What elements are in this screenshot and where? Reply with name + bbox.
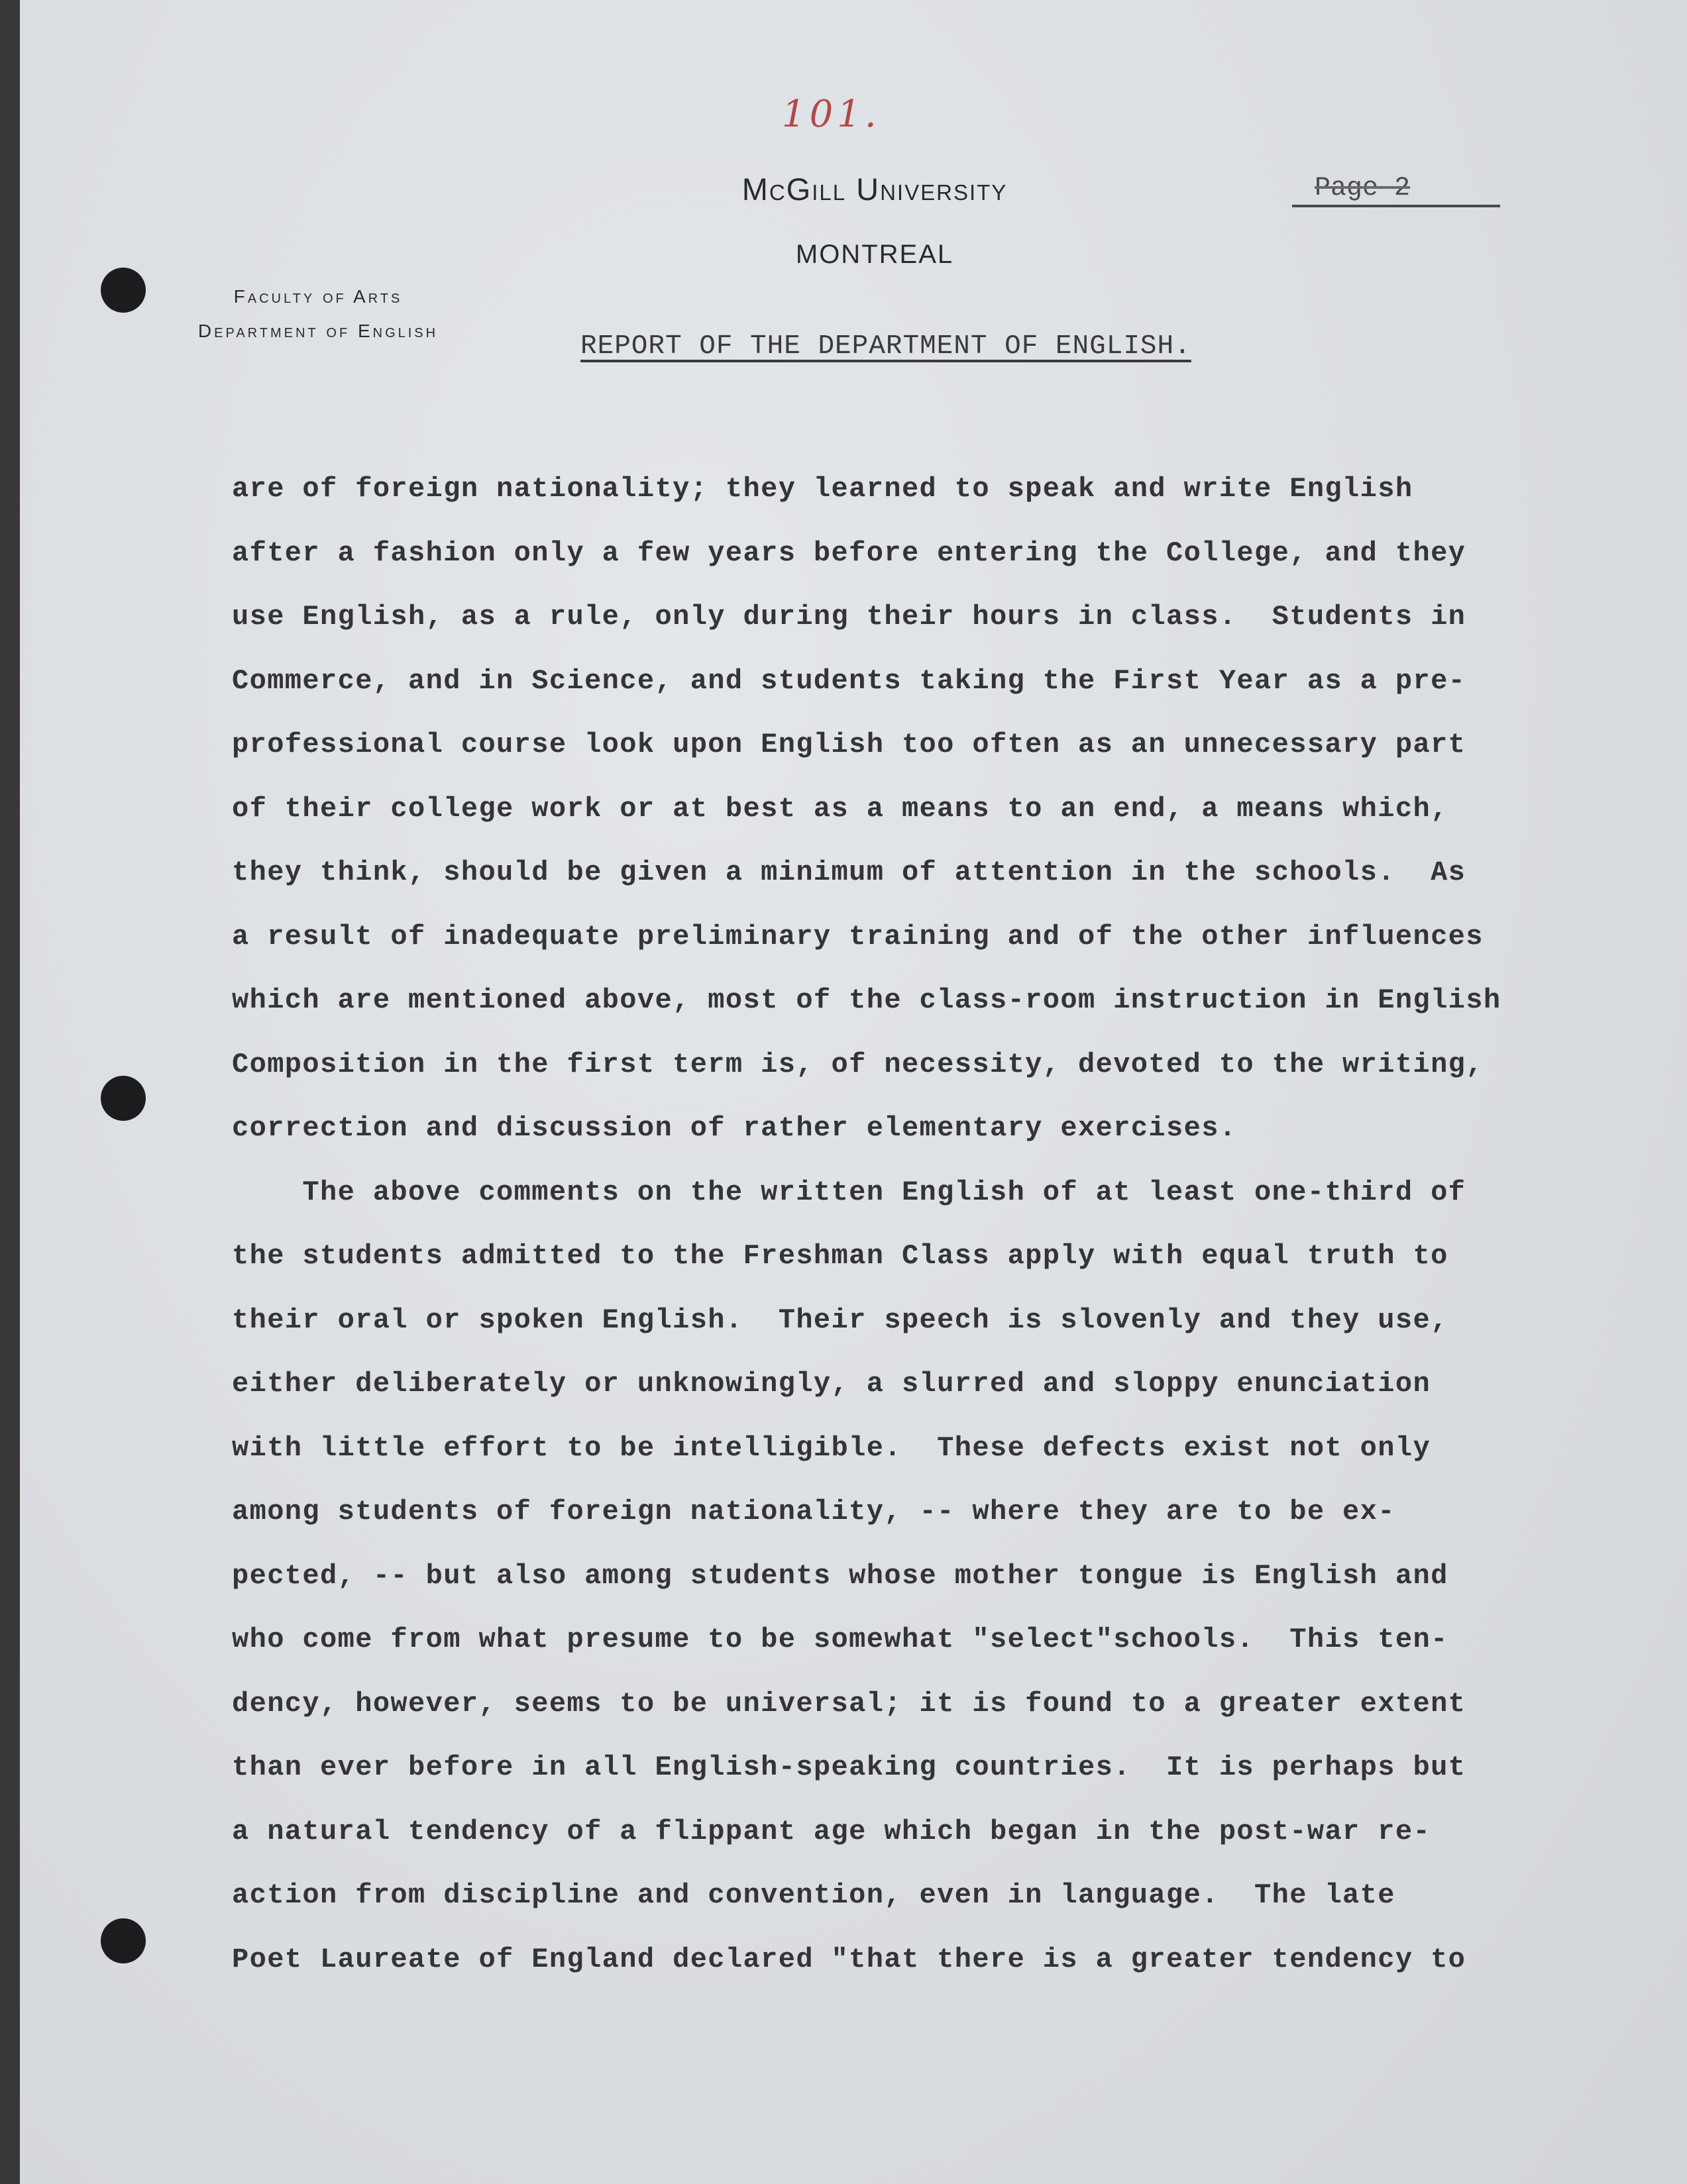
text-line: either deliberately or unknowingly, a slurred and sloppy enunciation: [232, 1368, 1431, 1400]
text-line: Composition in the first term is, of necessity, devoted to the writing,: [232, 1048, 1484, 1080]
text-line: a natural tendency of a flippant age which began in the post-war re-: [232, 1815, 1431, 1847]
text-line: Poet Laureate of England declared "that there is a greater tendency to: [232, 1943, 1466, 1975]
text-line: The above comments on the written English of at least one-third of: [232, 1176, 1466, 1208]
page-number: Page 2: [1292, 174, 1500, 207]
text-line: the students admitted to the Freshman Class apply with equal truth to: [232, 1240, 1448, 1272]
text-line: pected, -- but also among students whose mother tongue is English and: [232, 1559, 1448, 1592]
text-line: Commerce, and in Science, and students taking the First Year as a pre-: [232, 664, 1466, 697]
text-line: use English, as a rule, only during their hours in class. Students in: [232, 601, 1466, 633]
text-line: of their college work or at best as a means to an end, a means which,: [232, 792, 1448, 825]
text-line: who come from what presume to be somewhat "select"schools. This ten-: [232, 1624, 1448, 1655]
text-line: dency, however, seems to be universal; it is found to a greater extent: [232, 1687, 1466, 1720]
text-line: they think, should be given a minimum of attention in the schools. As: [232, 857, 1466, 888]
text-line: than ever before in all English-speaking countries. It is perhaps but: [232, 1751, 1466, 1783]
binder-hole: [101, 1918, 146, 1963]
letterhead-faculty: Faculty of Arts: [233, 286, 403, 307]
report-title: REPORT OF THE DEPARTMENT OF ENGLISH.: [580, 331, 1191, 362]
letterhead-university: McGill University: [741, 172, 1008, 207]
text-line: correction and discussion of rather elementary exercises.: [232, 1112, 1237, 1144]
letterhead-department: Department of English: [197, 321, 439, 341]
document-page: [20, 0, 1687, 2184]
text-line: which are mentioned above, most of the class-room instruction in English: [232, 984, 1501, 1016]
text-line: professional course look upon English too often as an unnecessary part: [232, 729, 1466, 760]
folio-number: 101.: [782, 93, 881, 136]
text-line: after a fashion only a few years before entering the College, and they: [232, 537, 1466, 569]
text-line: their oral or spoken English. Their speech is slovenly and they use,: [232, 1304, 1448, 1336]
binder-hole: [101, 268, 146, 313]
text-line: action from discipline and convention, even in language. The late: [232, 1879, 1395, 1911]
binder-hole: [101, 1076, 146, 1121]
text-line: are of foreign nationality; they learned to speak and write English: [232, 473, 1413, 505]
text-line: among students of foreign nationality, -- where they are to be ex-: [232, 1496, 1395, 1528]
letterhead-city: MONTREAL: [795, 240, 954, 269]
text-line: with little effort to be intelligible. These defects exist not only: [232, 1431, 1431, 1464]
text-line: a result of inadequate preliminary training and of the other influences: [232, 920, 1484, 953]
body-text: [232, 457, 1663, 1991]
